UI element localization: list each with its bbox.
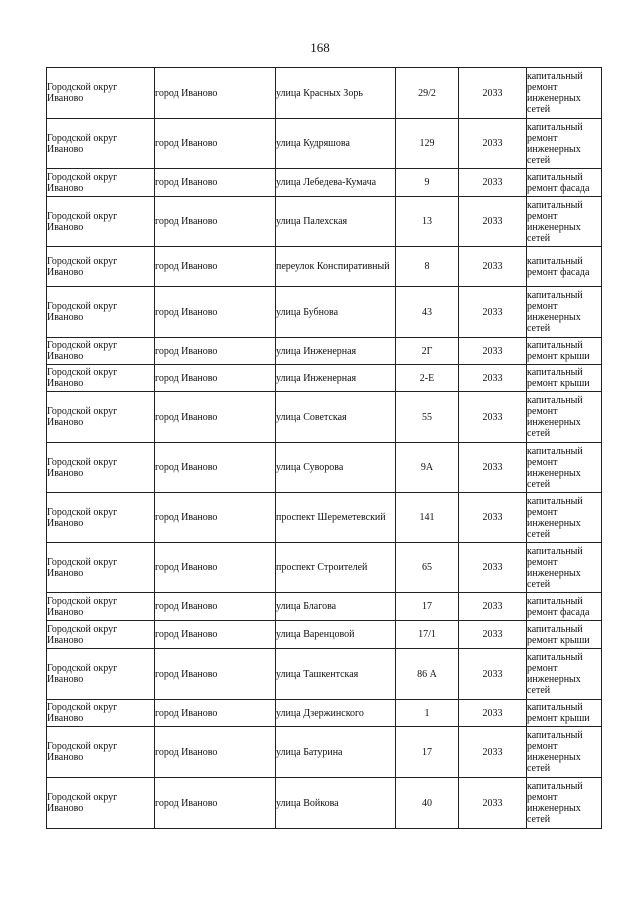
table-row bbox=[47, 700, 602, 727]
cell-okrug: Городской округ Иваново bbox=[47, 365, 155, 392]
cell-house: 43 bbox=[396, 287, 459, 338]
table-row bbox=[47, 338, 602, 365]
cell-city: город Иваново bbox=[155, 119, 276, 169]
cell-okrug: Городской округ Иваново bbox=[47, 169, 155, 197]
table-row bbox=[47, 68, 602, 119]
cell-okrug: Городской округ Иваново bbox=[47, 287, 155, 338]
cell-city: город Иваново bbox=[155, 247, 276, 287]
cell-work: капитальный ремонт инженерных сетей bbox=[527, 493, 602, 543]
cell-year: 2033 bbox=[459, 649, 527, 700]
cell-year: 2033 bbox=[459, 169, 527, 197]
cell-year: 2033 bbox=[459, 119, 527, 169]
cell-house: 129 bbox=[396, 119, 459, 169]
cell-house: 55 bbox=[396, 392, 459, 443]
cell-year: 2033 bbox=[459, 493, 527, 543]
cell-house: 8 bbox=[396, 247, 459, 287]
cell-city: город Иваново bbox=[155, 392, 276, 443]
cell-year: 2033 bbox=[459, 197, 527, 247]
cell-okrug: Городской округ Иваново bbox=[47, 247, 155, 287]
cell-year: 2033 bbox=[459, 365, 527, 392]
cell-house: 2-Е bbox=[396, 365, 459, 392]
cell-year: 2033 bbox=[459, 621, 527, 649]
cell-street: улица Ташкентская bbox=[276, 649, 396, 700]
cell-okrug: Городской округ Иваново bbox=[47, 778, 155, 829]
cell-house: 17 bbox=[396, 727, 459, 778]
cell-work: капитальный ремонт фасада bbox=[527, 169, 602, 197]
cell-work: капитальный ремонт инженерных сетей bbox=[527, 778, 602, 829]
cell-house: 17/1 bbox=[396, 621, 459, 649]
cell-okrug: Городской округ Иваново bbox=[47, 543, 155, 593]
table-row bbox=[47, 493, 602, 543]
cell-work: капитальный ремонт инженерных сетей bbox=[527, 443, 602, 493]
table-row bbox=[47, 593, 602, 621]
cell-street: улица Красных Зорь bbox=[276, 68, 396, 119]
cell-house: 9А bbox=[396, 443, 459, 493]
cell-street: проспект Шереметевский bbox=[276, 493, 396, 543]
cell-house: 65 bbox=[396, 543, 459, 593]
cell-work: капитальный ремонт крыши bbox=[527, 700, 602, 727]
cell-city: город Иваново bbox=[155, 593, 276, 621]
cell-work: капитальный ремонт крыши bbox=[527, 365, 602, 392]
cell-okrug: Городской округ Иваново bbox=[47, 727, 155, 778]
cell-city: город Иваново bbox=[155, 338, 276, 365]
cell-work: капитальный ремонт инженерных сетей bbox=[527, 649, 602, 700]
cell-year: 2033 bbox=[459, 443, 527, 493]
cell-year: 2033 bbox=[459, 287, 527, 338]
cell-street: улица Войкова bbox=[276, 778, 396, 829]
table-row bbox=[47, 247, 602, 287]
cell-street: улица Инженерная bbox=[276, 338, 396, 365]
cell-street: переулок Конспиративный bbox=[276, 247, 396, 287]
cell-year: 2033 bbox=[459, 727, 527, 778]
table-row bbox=[47, 649, 602, 700]
cell-city: город Иваново bbox=[155, 169, 276, 197]
cell-city: город Иваново bbox=[155, 543, 276, 593]
cell-okrug: Городской округ Иваново bbox=[47, 197, 155, 247]
table-row bbox=[47, 119, 602, 169]
cell-year: 2033 bbox=[459, 392, 527, 443]
cell-street: улица Благова bbox=[276, 593, 396, 621]
page-number: 168 bbox=[310, 40, 330, 55]
cell-work: капитальный ремонт инженерных сетей bbox=[527, 197, 602, 247]
cell-city: город Иваново bbox=[155, 727, 276, 778]
cell-year: 2033 bbox=[459, 593, 527, 621]
cell-street: улица Варенцовой bbox=[276, 621, 396, 649]
table-row bbox=[47, 169, 602, 197]
cell-street: проспект Строителей bbox=[276, 543, 396, 593]
cell-house: 141 bbox=[396, 493, 459, 543]
cell-work: капитальный ремонт инженерных сетей bbox=[527, 727, 602, 778]
cell-street: улица Дзержинского bbox=[276, 700, 396, 727]
cell-okrug: Городской округ Иваново bbox=[47, 700, 155, 727]
table-row bbox=[47, 727, 602, 778]
cell-house: 13 bbox=[396, 197, 459, 247]
cell-work: капитальный ремонт инженерных сетей bbox=[527, 119, 602, 169]
cell-street: улица Советская bbox=[276, 392, 396, 443]
cell-city: город Иваново bbox=[155, 197, 276, 247]
cell-okrug: Городской округ Иваново bbox=[47, 68, 155, 119]
cell-year: 2033 bbox=[459, 247, 527, 287]
cell-okrug: Городской округ Иваново bbox=[47, 621, 155, 649]
cell-okrug: Городской округ Иваново bbox=[47, 119, 155, 169]
cell-street: улица Палехская bbox=[276, 197, 396, 247]
cell-house: 29/2 bbox=[396, 68, 459, 119]
cell-city: город Иваново bbox=[155, 68, 276, 119]
cell-street: улица Кудряшова bbox=[276, 119, 396, 169]
cell-work: капитальный ремонт инженерных сетей bbox=[527, 543, 602, 593]
table-body bbox=[47, 68, 602, 829]
table-row bbox=[47, 365, 602, 392]
table-row bbox=[47, 287, 602, 338]
table-row bbox=[47, 443, 602, 493]
cell-city: город Иваново bbox=[155, 621, 276, 649]
table-row bbox=[47, 778, 602, 829]
cell-city: город Иваново bbox=[155, 700, 276, 727]
cell-city: город Иваново bbox=[155, 778, 276, 829]
cell-work: капитальный ремонт инженерных сетей bbox=[527, 392, 602, 443]
cell-okrug: Городской округ Иваново bbox=[47, 392, 155, 443]
cell-street: улица Лебедева-Кумача bbox=[276, 169, 396, 197]
table-row bbox=[47, 197, 602, 247]
cell-year: 2033 bbox=[459, 543, 527, 593]
cell-work: капитальный ремонт инженерных сетей bbox=[527, 287, 602, 338]
cell-street: улица Суворова bbox=[276, 443, 396, 493]
cell-city: город Иваново bbox=[155, 649, 276, 700]
cell-year: 2033 bbox=[459, 338, 527, 365]
cell-okrug: Городской округ Иваново bbox=[47, 593, 155, 621]
cell-house: 86 А bbox=[396, 649, 459, 700]
cell-city: город Иваново bbox=[155, 287, 276, 338]
cell-street: улица Бубнова bbox=[276, 287, 396, 338]
cell-year: 2033 bbox=[459, 778, 527, 829]
cell-okrug: Городской округ Иваново bbox=[47, 443, 155, 493]
cell-city: город Иваново bbox=[155, 493, 276, 543]
cell-house: 1 bbox=[396, 700, 459, 727]
cell-work: капитальный ремонт фасада bbox=[527, 593, 602, 621]
cell-year: 2033 bbox=[459, 68, 527, 119]
cell-street: улица Батурина bbox=[276, 727, 396, 778]
cell-house: 2Г bbox=[396, 338, 459, 365]
cell-city: город Иваново bbox=[155, 443, 276, 493]
table-row bbox=[47, 392, 602, 443]
cell-house: 40 bbox=[396, 778, 459, 829]
table-row bbox=[47, 543, 602, 593]
cell-work: капитальный ремонт фасада bbox=[527, 247, 602, 287]
cell-house: 9 bbox=[396, 169, 459, 197]
cell-work: капитальный ремонт инженерных сетей bbox=[527, 68, 602, 119]
table-row bbox=[47, 621, 602, 649]
cell-year: 2033 bbox=[459, 700, 527, 727]
cell-city: город Иваново bbox=[155, 365, 276, 392]
repair-schedule-table bbox=[46, 67, 602, 829]
cell-okrug: Городской округ Иваново bbox=[47, 493, 155, 543]
cell-street: улица Инженерная bbox=[276, 365, 396, 392]
cell-okrug: Городской округ Иваново bbox=[47, 338, 155, 365]
cell-work: капитальный ремонт крыши bbox=[527, 338, 602, 365]
cell-house: 17 bbox=[396, 593, 459, 621]
cell-work: капитальный ремонт крыши bbox=[527, 621, 602, 649]
cell-okrug: Городской округ Иваново bbox=[47, 649, 155, 700]
